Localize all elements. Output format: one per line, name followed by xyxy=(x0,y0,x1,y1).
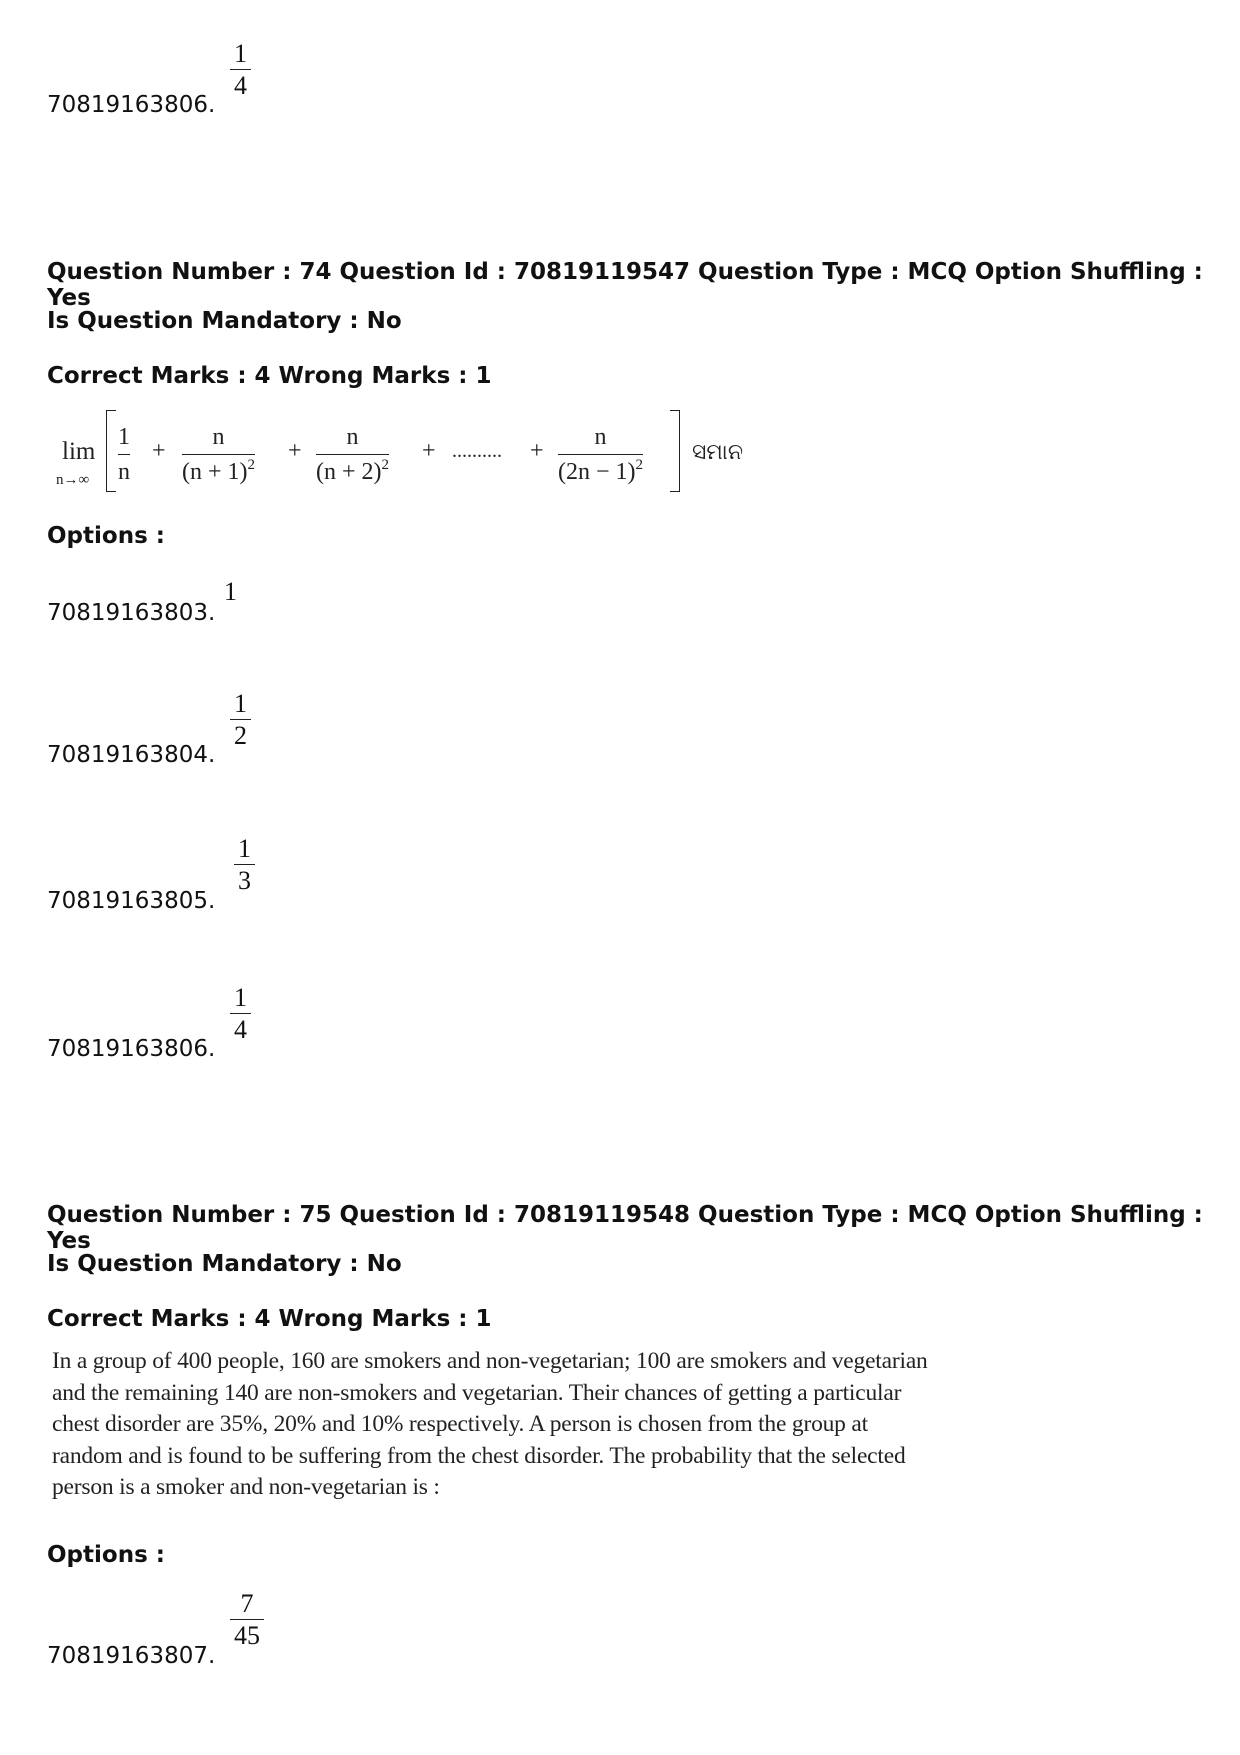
option-id: 70819163806. xyxy=(47,1036,216,1062)
exponent: 2 xyxy=(635,457,644,474)
lim-label: lim xyxy=(62,438,96,465)
fraction-denominator: 2 xyxy=(234,721,247,751)
option-id: 70819163804. xyxy=(47,742,216,768)
ellipsis: .......... xyxy=(452,440,502,462)
question-mandatory: Is Question Mandatory : No xyxy=(47,308,402,334)
fraction-bar xyxy=(118,454,130,455)
fraction-numerator: 1 xyxy=(234,39,247,68)
right-bracket xyxy=(670,410,680,492)
option-id: 70819163803. xyxy=(47,600,216,626)
exponent: 2 xyxy=(381,457,390,474)
fraction-numerator: n xyxy=(212,424,225,450)
question-marks: Correct Marks : 4 Wrong Marks : 1 xyxy=(47,363,492,389)
fraction-bar xyxy=(182,454,255,455)
option-fraction xyxy=(230,690,251,750)
fraction-denominator: 45 xyxy=(234,1621,260,1651)
lim-subscript: n→∞ xyxy=(56,472,90,488)
fraction-numerator: n xyxy=(346,424,359,450)
term-fraction xyxy=(182,424,255,486)
exponent: 2 xyxy=(247,457,256,474)
denominator-base: (2n − 1) xyxy=(558,459,636,486)
question-header: Question Number : 75 Question Id : 70819119548 Question Type : MCQ Option Shuffling : Yes xyxy=(47,1202,1203,1254)
plus-sign: + xyxy=(530,438,544,464)
fraction-denominator: 3 xyxy=(238,866,251,896)
fraction-numerator: 7 xyxy=(240,1589,254,1618)
fraction-denominator: 4 xyxy=(234,71,247,101)
question-text-line: chest disorder are 35%, 20% and 10% respectively. A person is chosen from the group at xyxy=(52,1411,868,1437)
fraction-numerator: 1 xyxy=(238,834,251,863)
question-expression xyxy=(56,410,776,500)
options-label: Options : xyxy=(47,523,165,549)
plus-sign: + xyxy=(152,438,166,464)
question-text-line: person is a smoker and non-vegetarian is : xyxy=(52,1474,440,1500)
odia-word: ସମାନ xyxy=(692,440,743,465)
question-text-line: In a group of 400 people, 160 are smokers and non-vegetarian; 100 are smokers and vegetarian xyxy=(52,1348,928,1374)
question-marks: Correct Marks : 4 Wrong Marks : 1 xyxy=(47,1306,492,1332)
option-fraction xyxy=(230,1590,264,1650)
option-id: 70819163807. xyxy=(47,1643,216,1669)
option-fraction xyxy=(230,40,251,100)
options-label: Options : xyxy=(47,1542,165,1568)
fraction-numerator: 1 xyxy=(234,689,247,718)
option-value: 1 xyxy=(224,577,237,606)
plus-sign: + xyxy=(422,438,436,464)
question-text-line: and the remaining 140 are non-smokers and vegetarian. Their chances of getting a particular xyxy=(52,1379,902,1406)
fraction-denominator xyxy=(558,459,643,485)
question-text xyxy=(52,1346,952,1504)
fraction-denominator: 4 xyxy=(234,1015,247,1045)
fraction-numerator: n xyxy=(594,424,607,450)
term-fraction xyxy=(316,424,389,486)
term-fraction xyxy=(558,424,643,486)
denominator-base: (n + 2) xyxy=(316,459,382,486)
left-bracket xyxy=(106,410,116,492)
question-text-line: random and is found to be suffering from the chest disorder. The probability that the selected xyxy=(52,1442,906,1469)
fraction-bar xyxy=(558,454,643,455)
question-header: Question Number : 74 Question Id : 70819119547 Question Type : MCQ Option Shuffling : Yes xyxy=(47,259,1203,311)
fraction-denominator: n xyxy=(118,459,130,486)
question-mandatory: Is Question Mandatory : No xyxy=(47,1251,402,1277)
denominator-base: (n + 1) xyxy=(182,459,248,486)
option-id: 70819163806. xyxy=(47,92,216,118)
fraction-numerator: 1 xyxy=(118,424,130,450)
term-fraction xyxy=(118,424,130,486)
option-id: 70819163805. xyxy=(47,888,216,914)
fraction-denominator xyxy=(316,459,389,485)
fraction-numerator: 1 xyxy=(234,983,247,1012)
option-fraction xyxy=(234,835,255,895)
fraction-bar xyxy=(316,454,389,455)
option-fraction xyxy=(230,984,251,1044)
plus-sign: + xyxy=(288,438,302,464)
fraction-denominator xyxy=(182,459,255,485)
